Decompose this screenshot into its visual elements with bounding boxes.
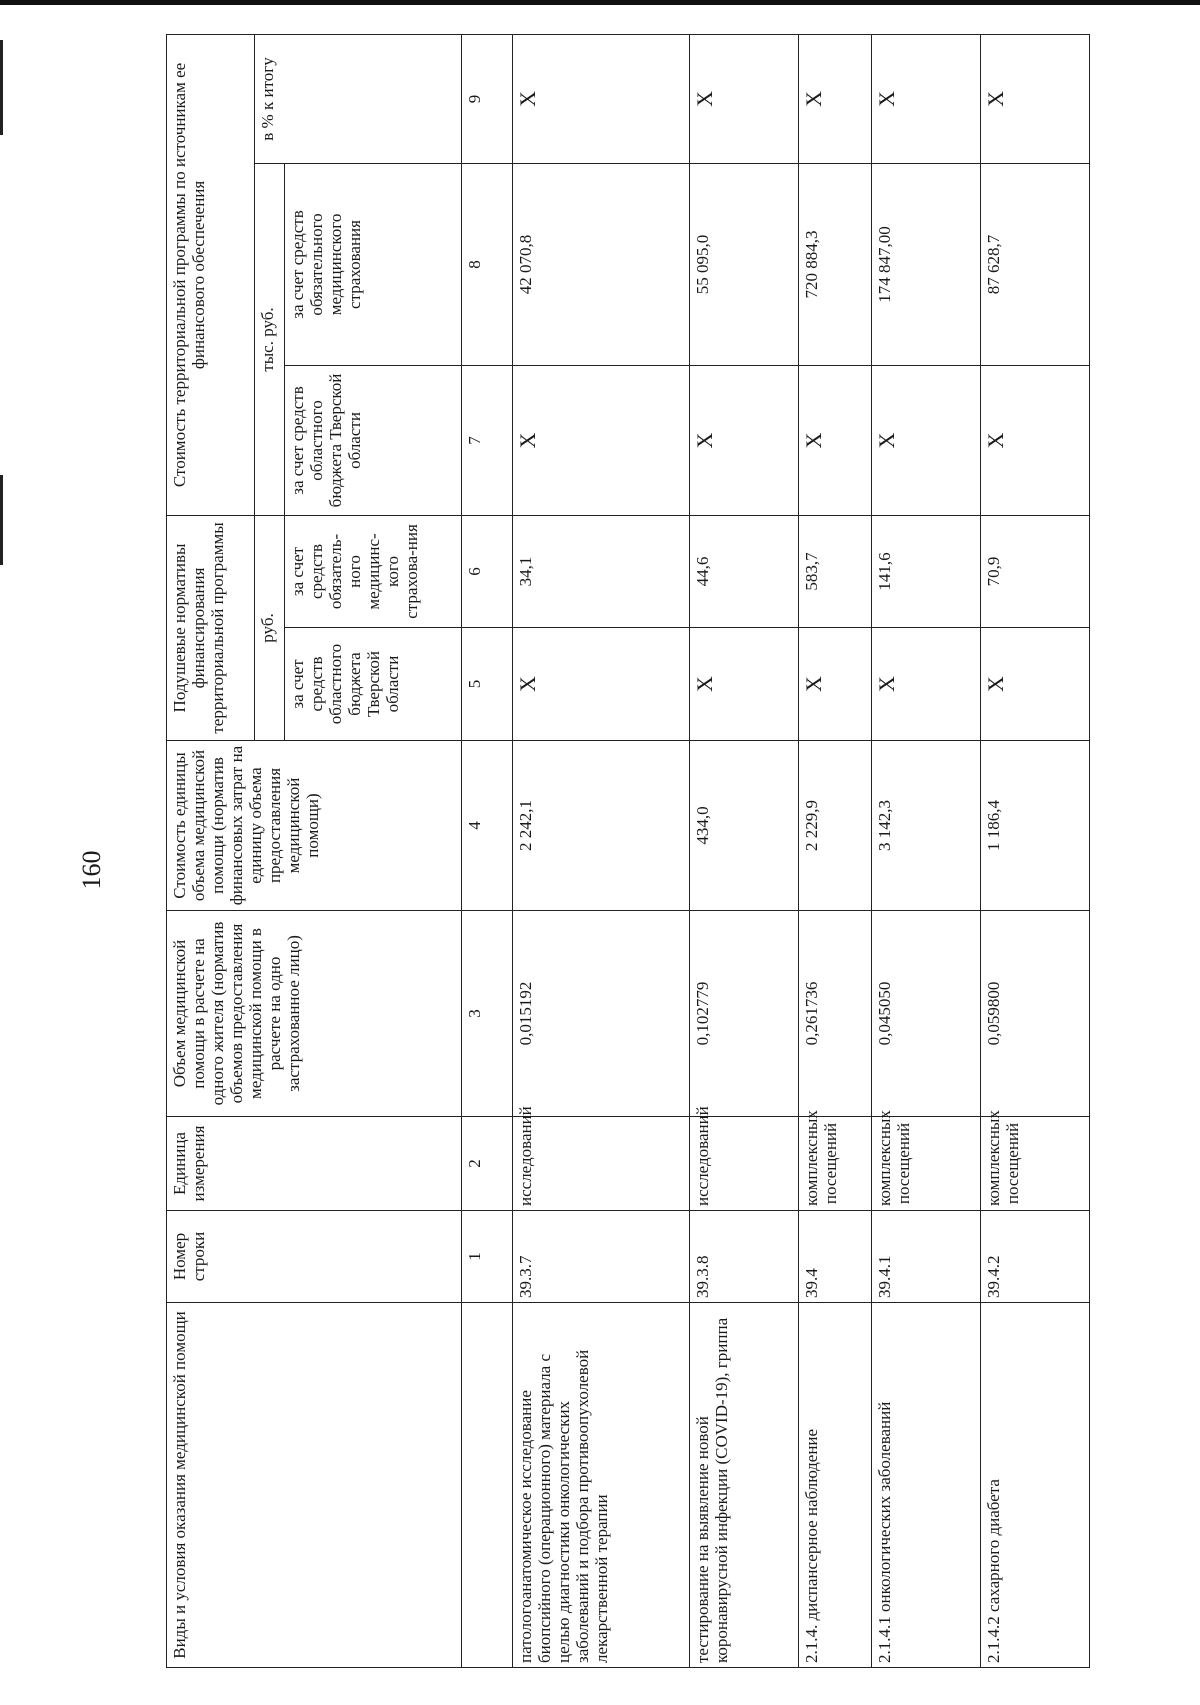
header-types-of-care: Виды и условия оказания медицинской помощи	[167, 1303, 462, 1668]
row-pc-budget: Х	[799, 628, 872, 741]
top-scan-border	[0, 0, 1200, 5]
row-name: патологоанатомическое исследование биопсийного (операционного) материала с целью диагностики онкологических заболеваний и подбора противоопухолевой лекарственной терапии	[512, 1303, 689, 1668]
row-unit: комплексных посещений	[981, 1117, 1090, 1211]
table-row	[690, 34, 799, 1667]
row-line-number: 39.3.8	[690, 1211, 799, 1303]
header-unit: Единица измерения	[167, 1117, 462, 1211]
row-unit-cost: 434,0	[690, 741, 799, 911]
row-cost-budget: Х	[690, 365, 799, 515]
column-number: 1	[462, 1211, 512, 1303]
row-percent: Х	[690, 34, 799, 163]
header-pc-oms: за счет средств обязатель-ного медицинс-кого страхова-ния	[284, 515, 461, 627]
header-unit-cost: Стоимость единицы объема медицинской помощи (норматив финансовых затрат на единицу объема предоставления медицинской помощи)	[167, 741, 462, 911]
header-cost-budget: за счет средств областного бюджета Тверской области	[284, 365, 461, 515]
row-unit: комплексных посещений	[799, 1117, 872, 1211]
row-line-number: 39.3.7	[512, 1211, 689, 1303]
header-per-capita-unit: руб.	[255, 515, 285, 740]
row-cost-oms: 42 070,8	[512, 163, 689, 365]
header-line-number: Номер строки	[167, 1211, 462, 1303]
header-percent: в % к итогу	[255, 34, 462, 163]
scan-edge-mark	[0, 40, 3, 135]
column-number: 2	[462, 1117, 512, 1211]
table-row	[872, 34, 981, 1667]
row-unit-cost: 1 186,4	[981, 741, 1090, 911]
row-pc-budget: Х	[872, 628, 981, 741]
row-percent: Х	[799, 34, 872, 163]
header-cost-unit: тыс. руб.	[255, 163, 285, 515]
row-cost-budget: Х	[799, 365, 872, 515]
page-number: 160	[77, 850, 106, 890]
row-cost-oms: 174 847,00	[872, 163, 981, 365]
row-cost-oms: 55 095,0	[690, 163, 799, 365]
row-unit: комплексных посещений	[872, 1117, 981, 1211]
column-number: 4	[462, 741, 512, 911]
table-row	[512, 34, 689, 1667]
row-volume: 0,045050	[872, 911, 981, 1117]
header-pc-budget: за счет средств областного бюджета Тверской области	[284, 628, 461, 741]
financing-table	[166, 34, 1090, 1668]
row-pc-oms: 34,1	[512, 515, 689, 627]
row-cost-budget: Х	[981, 365, 1090, 515]
header-volume: Объем медицинской помощи в расчете на одного жителя (норматив объемов предоставления медицинской помощи в расчете на одно застрахованное лицо)	[167, 911, 462, 1117]
row-pc-budget: Х	[512, 628, 689, 741]
row-volume: 0,102779	[690, 911, 799, 1117]
row-name: тестирование на выявление новой коронавирусной инфекции (COVID-19), гриппа	[690, 1303, 799, 1668]
row-cost-budget: Х	[872, 365, 981, 515]
column-number: 8	[462, 163, 512, 365]
table-row	[799, 34, 872, 1667]
row-pc-budget: Х	[690, 628, 799, 741]
row-cost-oms: 720 884,3	[799, 163, 872, 365]
row-pc-oms: 70,9	[981, 515, 1090, 627]
column-number: 5	[462, 628, 512, 741]
row-volume: 0,059800	[981, 911, 1090, 1117]
column-number: 3	[462, 911, 512, 1117]
header-cost-group: Стоимость территориальной программы по источникам ее финансового обеспечения	[167, 34, 255, 515]
row-line-number: 39.4	[799, 1211, 872, 1303]
row-unit: исследований	[512, 1117, 689, 1211]
row-unit-cost: 2 242,1	[512, 741, 689, 911]
row-unit-cost: 3 142,3	[872, 741, 981, 911]
scan-edge-mark	[0, 475, 3, 565]
row-pc-oms: 141,6	[872, 515, 981, 627]
row-line-number: 39.4.2	[981, 1211, 1090, 1303]
row-unit-cost: 2 229,9	[799, 741, 872, 911]
column-number: 6	[462, 515, 512, 627]
header-per-capita-group: Подушевые нормативы финансирования территориальной программы	[167, 515, 255, 740]
table-row	[981, 34, 1090, 1667]
row-pc-oms: 583,7	[799, 515, 872, 627]
row-unit: исследований	[690, 1117, 799, 1211]
row-pc-budget: Х	[981, 628, 1090, 741]
row-percent: Х	[512, 34, 689, 163]
row-cost-budget: Х	[512, 365, 689, 515]
column-number: 7	[462, 365, 512, 515]
row-pc-oms: 44,6	[690, 515, 799, 627]
row-name: 2.1.4. диспансерное наблюдение	[799, 1303, 872, 1668]
column-number: 9	[462, 34, 512, 163]
column-number-blank	[462, 1303, 512, 1668]
rotated-table-wrapper	[166, 35, 1090, 1668]
row-volume: 0,261736	[799, 911, 872, 1117]
row-name: 2.1.4.1 онкологических заболеваний	[872, 1303, 981, 1668]
row-percent: Х	[872, 34, 981, 163]
row-percent: Х	[981, 34, 1090, 163]
row-name: 2.1.4.2 сахарного диабета	[981, 1303, 1090, 1668]
header-cost-oms: за счет средств обязательного медицинского страхования	[284, 163, 461, 365]
row-cost-oms: 87 628,7	[981, 163, 1090, 365]
row-volume: 0,015192	[512, 911, 689, 1117]
row-line-number: 39.4.1	[872, 1211, 981, 1303]
column-number-row	[462, 34, 512, 1667]
